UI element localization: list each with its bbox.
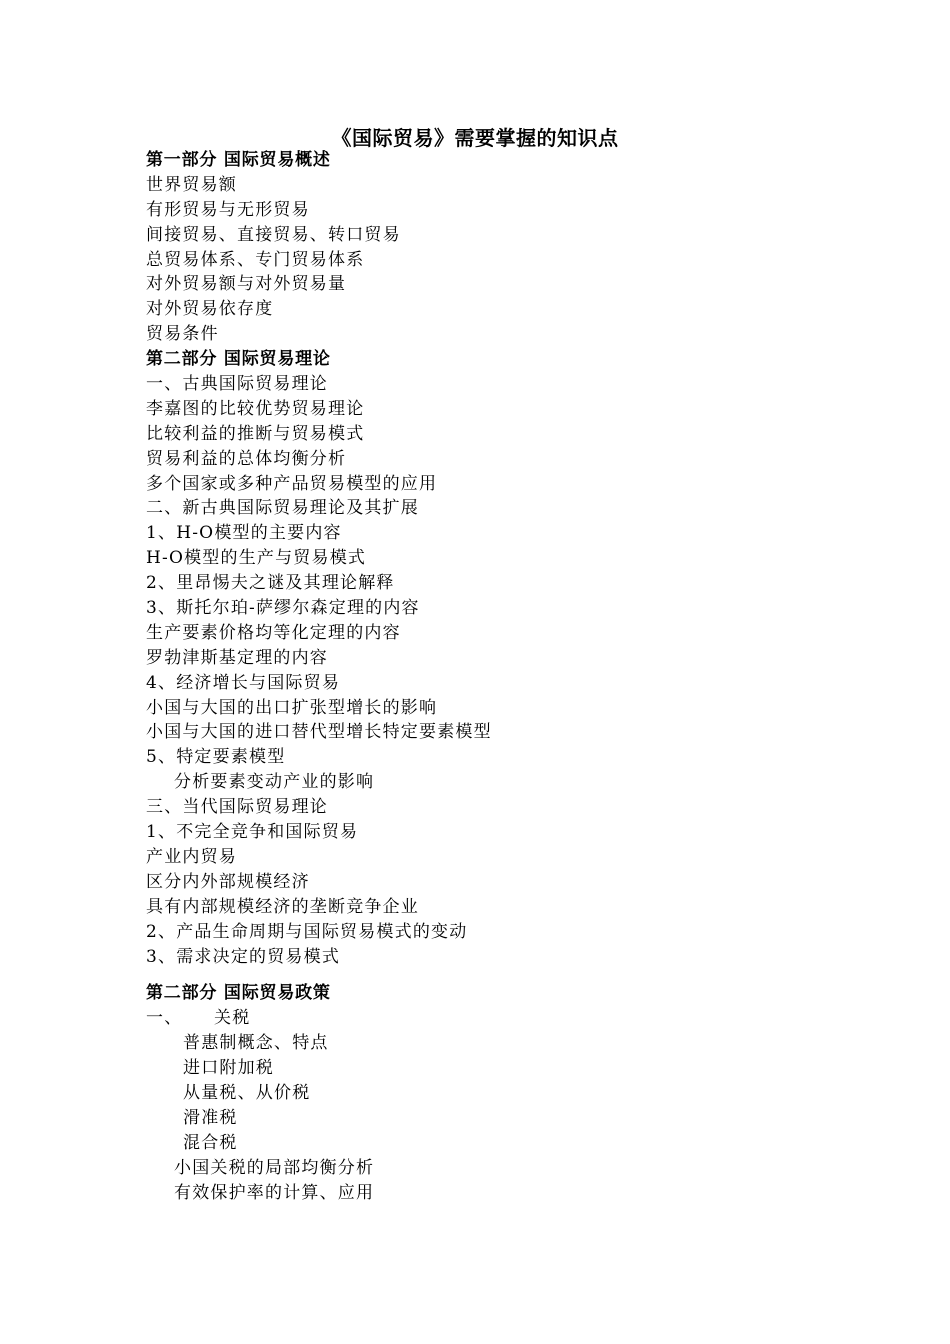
tariff-line bbox=[146, 1006, 846, 1031]
tariff-item: 普惠制概念、特点 bbox=[183, 1033, 329, 1054]
part2-item: 二、新古典国际贸易理论及其扩展 bbox=[146, 498, 419, 519]
part1-item: 贸易条件 bbox=[146, 324, 219, 345]
document-body bbox=[146, 148, 846, 1205]
tariff-item: 滑准税 bbox=[183, 1107, 238, 1128]
part2-indented-item: 分析要素变动产业的影响 bbox=[174, 772, 375, 793]
part1-item: 对外贸易额与对外贸易量 bbox=[146, 274, 347, 295]
part2-item: 1、不完全竞争和国际贸易 bbox=[146, 822, 359, 843]
part1-item: 间接贸易、直接贸易、转口贸易 bbox=[146, 224, 401, 245]
part2-item: 小国与大国的出口扩张型增长的影响 bbox=[146, 697, 438, 718]
part2-item: 比较利益的推断与贸易模式 bbox=[146, 423, 365, 444]
part2-item: 多个国家或多种产品贸易模型的应用 bbox=[146, 473, 438, 494]
part2-item: 3、需求决定的贸易模式 bbox=[146, 946, 341, 967]
document-title: 《国际贸易》需要掌握的知识点 bbox=[331, 126, 619, 150]
tariff-analysis-item: 有效保护率的计算、应用 bbox=[174, 1182, 375, 1203]
tariff-lead: 一、 bbox=[146, 1008, 183, 1029]
section-spacer bbox=[146, 969, 846, 981]
part2-heading: 第二部分 国际贸易理论 bbox=[146, 349, 331, 370]
part2-item: 2、里昂惕夫之谜及其理论解释 bbox=[146, 573, 395, 594]
tariff-item: 从量税、从价税 bbox=[183, 1082, 311, 1103]
part2-item: 具有内部规模经济的垄断竞争企业 bbox=[146, 896, 419, 917]
tariff-item: 混合税 bbox=[183, 1132, 238, 1153]
tariff-analysis-item: 小国关税的局部均衡分析 bbox=[174, 1157, 375, 1178]
part2-item: 产业内贸易 bbox=[146, 846, 237, 867]
part2-item: 李嘉图的比较优势贸易理论 bbox=[146, 398, 365, 419]
part2-item: 区分内外部规模经济 bbox=[146, 871, 310, 892]
part2-item: 生产要素价格均等化定理的内容 bbox=[146, 622, 401, 643]
part2-item: 罗勃津斯基定理的内容 bbox=[146, 647, 328, 668]
tariff-item: 进口附加税 bbox=[183, 1058, 274, 1079]
part1-item: 世界贸易额 bbox=[146, 174, 237, 195]
part2-item: 小国与大国的进口替代型增长特定要素模型 bbox=[146, 722, 492, 743]
part2-item: 3、斯托尔珀-萨缪尔森定理的内容 bbox=[146, 598, 420, 619]
part2-item: 三、当代国际贸易理论 bbox=[146, 797, 328, 818]
part2-item: 一、古典国际贸易理论 bbox=[146, 374, 328, 395]
part2-item: 4、经济增长与国际贸易 bbox=[146, 672, 341, 693]
part2-item: 2、产品生命周期与国际贸易模式的变动 bbox=[146, 921, 468, 942]
part1-item: 对外贸易依存度 bbox=[146, 299, 274, 320]
part2-item: 贸易利益的总体均衡分析 bbox=[146, 448, 347, 469]
part1-item: 总贸易体系、专门贸易体系 bbox=[146, 249, 365, 270]
part2-item: H-O模型的生产与贸易模式 bbox=[146, 548, 367, 569]
tariff-label: 关税 bbox=[214, 1008, 251, 1029]
part1-heading: 第一部分 国际贸易概述 bbox=[146, 150, 331, 170]
part1-item: 有形贸易与无形贸易 bbox=[146, 199, 310, 220]
part2-item: 1、H-O模型的主要内容 bbox=[146, 523, 342, 544]
part3-heading: 第二部分 国际贸易政策 bbox=[146, 983, 331, 1004]
part2-item: 5、特定要素模型 bbox=[146, 747, 286, 768]
